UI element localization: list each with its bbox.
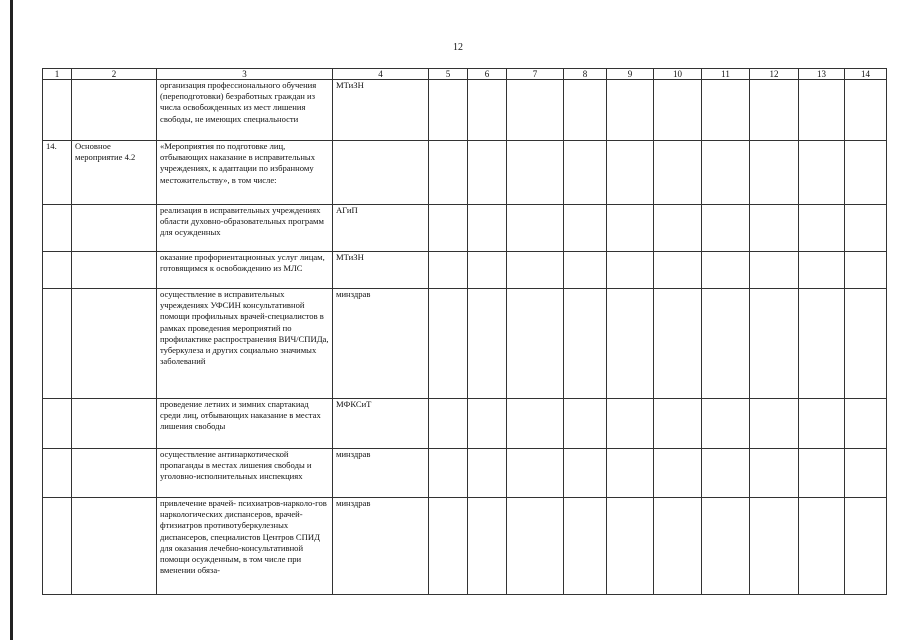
cell-activity: осуществление антинаркотической пропаганды в местах лишения свободы и уголовно-исполнительных инспекциях bbox=[157, 449, 333, 498]
empty-cell bbox=[607, 205, 654, 252]
empty-cell bbox=[654, 205, 702, 252]
empty-cell bbox=[468, 80, 507, 141]
empty-cell bbox=[564, 399, 607, 449]
empty-cell bbox=[607, 399, 654, 449]
col-header: 2 bbox=[72, 69, 157, 80]
empty-cell bbox=[607, 289, 654, 399]
empty-cell bbox=[564, 80, 607, 141]
empty-cell bbox=[564, 141, 607, 205]
table-row bbox=[43, 289, 887, 399]
empty-cell bbox=[468, 252, 507, 289]
empty-cell bbox=[845, 141, 887, 205]
empty-cell bbox=[845, 80, 887, 141]
empty-cell bbox=[845, 252, 887, 289]
empty-cell bbox=[468, 449, 507, 498]
empty-cell bbox=[654, 289, 702, 399]
empty-cell bbox=[750, 498, 799, 595]
col-header: 13 bbox=[799, 69, 845, 80]
table-row bbox=[43, 498, 887, 595]
empty-cell bbox=[429, 205, 468, 252]
empty-cell bbox=[845, 449, 887, 498]
cell-number bbox=[43, 399, 72, 449]
empty-cell bbox=[845, 205, 887, 252]
col-header: 9 bbox=[607, 69, 654, 80]
empty-cell bbox=[654, 449, 702, 498]
cell-program: Основное мероприятие 4.2 bbox=[72, 141, 157, 205]
empty-cell bbox=[845, 498, 887, 595]
empty-cell bbox=[507, 289, 564, 399]
cell-number bbox=[43, 252, 72, 289]
empty-cell bbox=[429, 252, 468, 289]
cell-executor: минздрав bbox=[333, 498, 429, 595]
empty-cell bbox=[750, 252, 799, 289]
cell-program bbox=[72, 80, 157, 141]
empty-cell bbox=[702, 80, 750, 141]
empty-cell bbox=[607, 252, 654, 289]
empty-cell bbox=[507, 205, 564, 252]
empty-cell bbox=[799, 289, 845, 399]
empty-cell bbox=[799, 205, 845, 252]
col-header: 12 bbox=[750, 69, 799, 80]
table-row bbox=[43, 141, 887, 205]
page-number: 12 bbox=[453, 42, 463, 53]
empty-cell bbox=[429, 498, 468, 595]
cell-number bbox=[43, 80, 72, 141]
empty-cell bbox=[799, 399, 845, 449]
table-row bbox=[43, 252, 887, 289]
col-header: 8 bbox=[564, 69, 607, 80]
cell-activity: реализация в исправительных учреждениях области духовно-образовательных программ для осужденных bbox=[157, 205, 333, 252]
col-header: 1 bbox=[43, 69, 72, 80]
empty-cell bbox=[750, 449, 799, 498]
table-row bbox=[43, 205, 887, 252]
empty-cell bbox=[468, 141, 507, 205]
empty-cell bbox=[799, 252, 845, 289]
col-header: 10 bbox=[654, 69, 702, 80]
empty-cell bbox=[750, 289, 799, 399]
cell-program bbox=[72, 498, 157, 595]
cell-program bbox=[72, 399, 157, 449]
empty-cell bbox=[799, 498, 845, 595]
column-number-header bbox=[43, 69, 887, 80]
cell-activity: организация профессионального обучения (переподготовки) безработных граждан из числа освобожденных из мест лишения свободы, не имеющих специальности bbox=[157, 80, 333, 141]
empty-cell bbox=[799, 141, 845, 205]
empty-cell bbox=[702, 289, 750, 399]
empty-cell bbox=[564, 498, 607, 595]
empty-cell bbox=[468, 399, 507, 449]
empty-cell bbox=[799, 80, 845, 141]
cell-activity: привлечение врачей- психиатров-нарколо-гов наркологических диспансеров, врачей-фтизиатров противотуберкулезных диспансеров, специалистов Центров СПИД для оказания лечебно-консультативной помощи осужденным, в том числе при вменении обяза- bbox=[157, 498, 333, 595]
cell-executor: АГиП bbox=[333, 205, 429, 252]
cell-activity: осуществление в исправительных учреждениях УФСИН консультативной помощи профильных врачей-специалистов в рамках проведения мероприятий по профилактике распространения ВИЧ/СПИДа, туберкулеза и других социально значимых заболеваний bbox=[157, 289, 333, 399]
empty-cell bbox=[607, 449, 654, 498]
col-header: 6 bbox=[468, 69, 507, 80]
empty-cell bbox=[564, 205, 607, 252]
cell-number: 14. bbox=[43, 141, 72, 205]
empty-cell bbox=[507, 399, 564, 449]
col-header: 7 bbox=[507, 69, 564, 80]
cell-number bbox=[43, 289, 72, 399]
cell-program bbox=[72, 449, 157, 498]
cell-number bbox=[43, 498, 72, 595]
col-header: 5 bbox=[429, 69, 468, 80]
empty-cell bbox=[702, 449, 750, 498]
cell-program bbox=[72, 289, 157, 399]
empty-cell bbox=[564, 449, 607, 498]
table-row bbox=[43, 80, 887, 141]
empty-cell bbox=[429, 289, 468, 399]
empty-cell bbox=[750, 399, 799, 449]
table-row bbox=[43, 449, 887, 498]
empty-cell bbox=[750, 205, 799, 252]
empty-cell bbox=[564, 252, 607, 289]
cell-program bbox=[72, 252, 157, 289]
empty-cell bbox=[429, 449, 468, 498]
empty-cell bbox=[429, 399, 468, 449]
cell-executor bbox=[333, 141, 429, 205]
cell-number bbox=[43, 205, 72, 252]
cell-executor: минздрав bbox=[333, 289, 429, 399]
empty-cell bbox=[468, 498, 507, 595]
empty-cell bbox=[702, 205, 750, 252]
empty-cell bbox=[507, 141, 564, 205]
cell-number bbox=[43, 449, 72, 498]
col-header: 11 bbox=[702, 69, 750, 80]
col-header: 14 bbox=[845, 69, 887, 80]
cell-executor: минздрав bbox=[333, 449, 429, 498]
empty-cell bbox=[654, 80, 702, 141]
measures-table bbox=[42, 68, 887, 595]
cell-activity: оказание профориентационных услуг лицам, готовящимся к освобождению из МЛС bbox=[157, 252, 333, 289]
col-header: 3 bbox=[157, 69, 333, 80]
empty-cell bbox=[750, 141, 799, 205]
empty-cell bbox=[845, 399, 887, 449]
cell-executor: МТиЗН bbox=[333, 252, 429, 289]
empty-cell bbox=[468, 289, 507, 399]
empty-cell bbox=[607, 498, 654, 595]
empty-cell bbox=[845, 289, 887, 399]
cell-program bbox=[72, 205, 157, 252]
empty-cell bbox=[564, 289, 607, 399]
empty-cell bbox=[507, 252, 564, 289]
empty-cell bbox=[507, 449, 564, 498]
empty-cell bbox=[607, 141, 654, 205]
empty-cell bbox=[607, 80, 654, 141]
empty-cell bbox=[429, 141, 468, 205]
empty-cell bbox=[507, 80, 564, 141]
cell-executor: МТиЗН bbox=[333, 80, 429, 141]
empty-cell bbox=[654, 399, 702, 449]
empty-cell bbox=[468, 205, 507, 252]
cell-executor: МФКСиТ bbox=[333, 399, 429, 449]
empty-cell bbox=[429, 80, 468, 141]
empty-cell bbox=[702, 252, 750, 289]
empty-cell bbox=[654, 498, 702, 595]
empty-cell bbox=[702, 399, 750, 449]
empty-cell bbox=[799, 449, 845, 498]
left-margin-rule bbox=[10, 0, 13, 640]
col-header: 4 bbox=[333, 69, 429, 80]
cell-activity: проведение летних и зимних спартакиад среди лиц, отбывающих наказание в местах лишения свободы bbox=[157, 399, 333, 449]
empty-cell bbox=[750, 80, 799, 141]
empty-cell bbox=[702, 141, 750, 205]
empty-cell bbox=[654, 141, 702, 205]
empty-cell bbox=[654, 252, 702, 289]
empty-cell bbox=[702, 498, 750, 595]
cell-activity: «Мероприятия по подготовке лиц, отбывающих наказание в исправительных учреждениях, к адаптации по избранному местожительству», в том числе: bbox=[157, 141, 333, 205]
empty-cell bbox=[507, 498, 564, 595]
table-row bbox=[43, 399, 887, 449]
